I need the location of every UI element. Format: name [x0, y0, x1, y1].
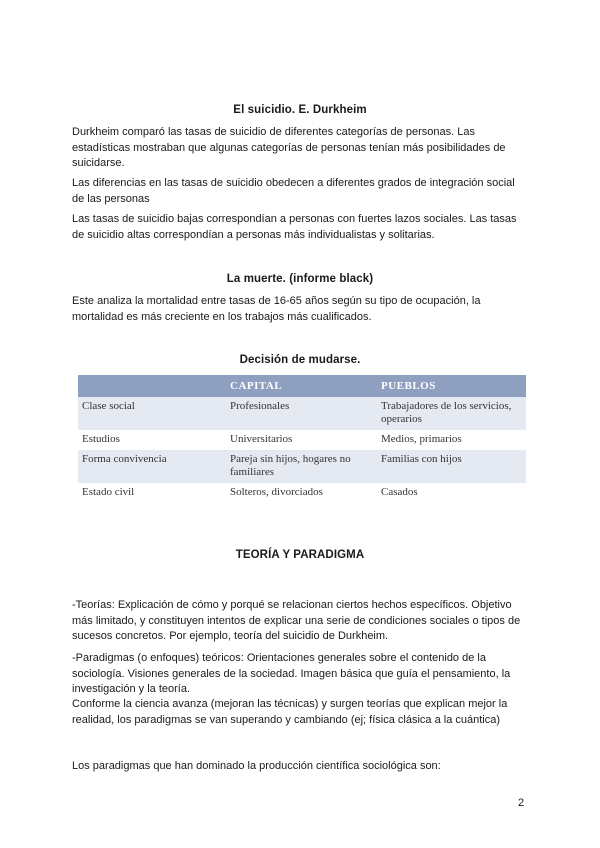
page-number: 2 [518, 797, 525, 809]
table-cell: Clase social [78, 397, 226, 430]
section-title-mudarse: Decisión de mudarse. [239, 354, 361, 366]
table-header-row [78, 375, 526, 397]
table-row [78, 483, 526, 503]
paragraph-teorias: -Teorías: Explicación de cómo y porqué se relacionan ciertos hechos específicos. Objetivo más limitado, y constituyen intentos de explicar una serie de condiciones sociales o tipos de sucesos concretos. Por ejemplo, teoría del suicidio de Durkheim. [72, 599, 521, 642]
paragraph-muerte: Este analiza la mortalidad entre tasas de 16-65 años según su tipo de ocupación, la mortalidad es más creciente en los trabajos más cualificados. [72, 295, 481, 323]
table-cell: Medios, primarios [377, 430, 526, 450]
decision-table [78, 375, 526, 503]
section-title-suicidio: El suicidio. E. Durkheim [233, 104, 367, 116]
table-header-cell: CAPITAL [226, 375, 377, 397]
table-cell: Profesionales [226, 397, 377, 430]
table-row [78, 430, 526, 450]
table-cell: Forma convivencia [78, 450, 226, 483]
paragraph-durkheim-2: Las diferencias en las tasas de suicidio obedecen a diferentes grados de integración social de las personas [72, 177, 515, 205]
paragraph-final: Los paradigmas que han dominado la producción científica sociológica son: [72, 760, 441, 772]
table-header-cell: PUEBLOS [377, 375, 526, 397]
paragraph-conforme: Conforme la ciencia avanza (mejoran las técnicas) y surgen teorías que explican mejor la realidad, los paradigmas se van superando y cambiando (ej; física clásica a la cuántica) [72, 698, 508, 726]
section-title-teoria: TEORÍA Y PARADIGMA [235, 549, 365, 561]
table-row [78, 397, 526, 430]
table-cell: Trabajadores de los servicios, operarios [377, 397, 526, 430]
section-title-muerte: La muerte. (informe black) [226, 273, 374, 285]
table-cell: Casados [377, 483, 526, 503]
table-cell: Estudios [78, 430, 226, 450]
paragraph-paradigmas: -Paradigmas (o enfoques) teóricos: Orientaciones generales sobre el contenido de la sociología. Visiones generales de la sociedad. Imagen básica que guía el pensamiento, la investigación y la teoría. [72, 652, 511, 695]
table-row [78, 450, 526, 483]
table-cell: Solteros, divorciados [226, 483, 377, 503]
paragraph-durkheim-1: Durkheim comparó las tasas de suicidio de diferentes categorías de personas. Las estadísticas mostraban que algunas categorías de personas tenían más posibilidades de suicidarse. [72, 126, 506, 169]
table-cell: Familias con hijos [377, 450, 526, 483]
paragraph-durkheim-3: Las tasas de suicidio bajas correspondían a personas con fuertes lazos sociales. Las tasas de suicidio altas correspondían a personas más individualistas y solitarias. [72, 213, 517, 241]
table-cell: Pareja sin hijos, hogares no familiares [226, 450, 377, 483]
table-header-cell [78, 375, 226, 397]
table-cell: Universitarios [226, 430, 377, 450]
table-cell: Estado civil [78, 483, 226, 503]
